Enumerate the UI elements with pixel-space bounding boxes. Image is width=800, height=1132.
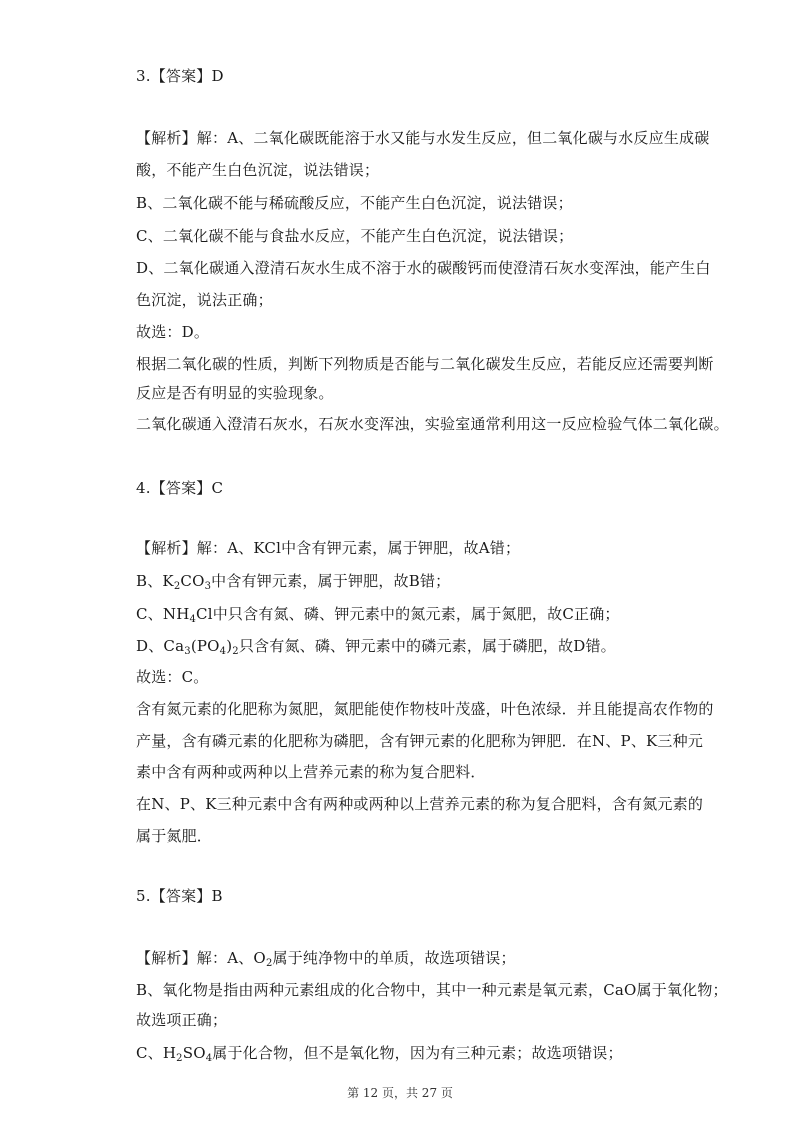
q4-line-10: 属于氮肥． bbox=[136, 827, 213, 845]
q5-line-4: C、$H_2SO_4$属于化合物，但不是氧化物，因为有三种元素；故选项错误； bbox=[136, 1044, 623, 1064]
q4-line-3: C、$NH_4Cl$中只含有氮、磷、钾元素中的氮元素，属于氮肥，故C正确； bbox=[136, 605, 620, 625]
q3-answer-heading: 3.【答案】D bbox=[136, 67, 224, 85]
q3-line-4: C、二氧化碳不能与食盐水反应，不能产生白色沉淀，说法错误； bbox=[136, 227, 574, 245]
q5-answer-heading: 5.【答案】B bbox=[136, 887, 223, 905]
page-footer: 第 12 页，共 27 页 bbox=[347, 1086, 453, 1100]
q5-line-3: 故选项正确； bbox=[136, 1011, 228, 1029]
q3-line-7: 故选：D。 bbox=[136, 323, 210, 341]
q3-line-9: 反应是否有明显的实验现象。 bbox=[136, 384, 334, 402]
q5-line-1: 【解析】解：A、$O_2$属于纯净物中的单质，故选项错误； bbox=[136, 949, 516, 969]
q3-line-8: 根据二氧化碳的性质，判断下列物质是否能与二氧化碳发生反应，若能反应还需要判断 bbox=[136, 355, 714, 373]
q3-line-10: 二氧化碳通入澄清石灰水，石灰水变浑浊，实验室通常利用这一反应检验气体二氧化碳。 bbox=[136, 415, 729, 433]
q4-line-2: B、$K_2CO_3$中含有钾元素，属于钾肥，故B错； bbox=[136, 572, 451, 592]
q4-line-5: 故选：C。 bbox=[136, 668, 209, 686]
q3-line-5: D、二氧化碳通入澄清石灰水生成不溶于水的碳酸钙而使澄清石灰水变浑浊，能产生白 bbox=[136, 259, 711, 277]
q4-line-9: 在N、P、K三种元素中含有两种或两种以上营养元素的称为复合肥料，含有氮元素的 bbox=[136, 795, 704, 813]
q5-line-2: B、氧化物是指由两种元素组成的化合物中，其中一种元素是氧元素，CaO属于氧化物； bbox=[136, 981, 728, 999]
q3-line-6: 色沉淀，说法正确； bbox=[136, 291, 273, 309]
q4-line-7: 产量，含有磷元素的化肥称为磷肥，含有钾元素的化肥称为钾肥．在N、P、K三种元 bbox=[136, 732, 704, 750]
q4-line-8: 素中含有两种或两种以上营养元素的称为复合肥料． bbox=[136, 763, 486, 781]
q4-line-4: D、$Ca_3(PO_4)_2$只含有氮、磷、钾元素中的磷元素，属于磷肥，故D错。 bbox=[136, 637, 616, 657]
q4-line-1: 【解析】解：A、KCl中含有钾元素，属于钾肥，故A错； bbox=[136, 539, 521, 557]
q3-line-3: B、二氧化碳不能与稀硫酸反应，不能产生白色沉淀，说法错误； bbox=[136, 194, 573, 212]
q4-answer-heading: 4.【答案】C bbox=[136, 479, 224, 497]
q3-line-1: 【解析】解：A、二氧化碳既能溶于水又能与水发生反应，但二氧化碳与水反应生成碳 bbox=[136, 129, 710, 147]
q3-line-2: 酸，不能产生白色沉淀，说法错误； bbox=[136, 161, 380, 179]
q4-line-6: 含有氮元素的化肥称为氮肥，氮肥能使作物枝叶茂盛，叶色浓绿．并且能提高农作物的 bbox=[136, 700, 714, 718]
